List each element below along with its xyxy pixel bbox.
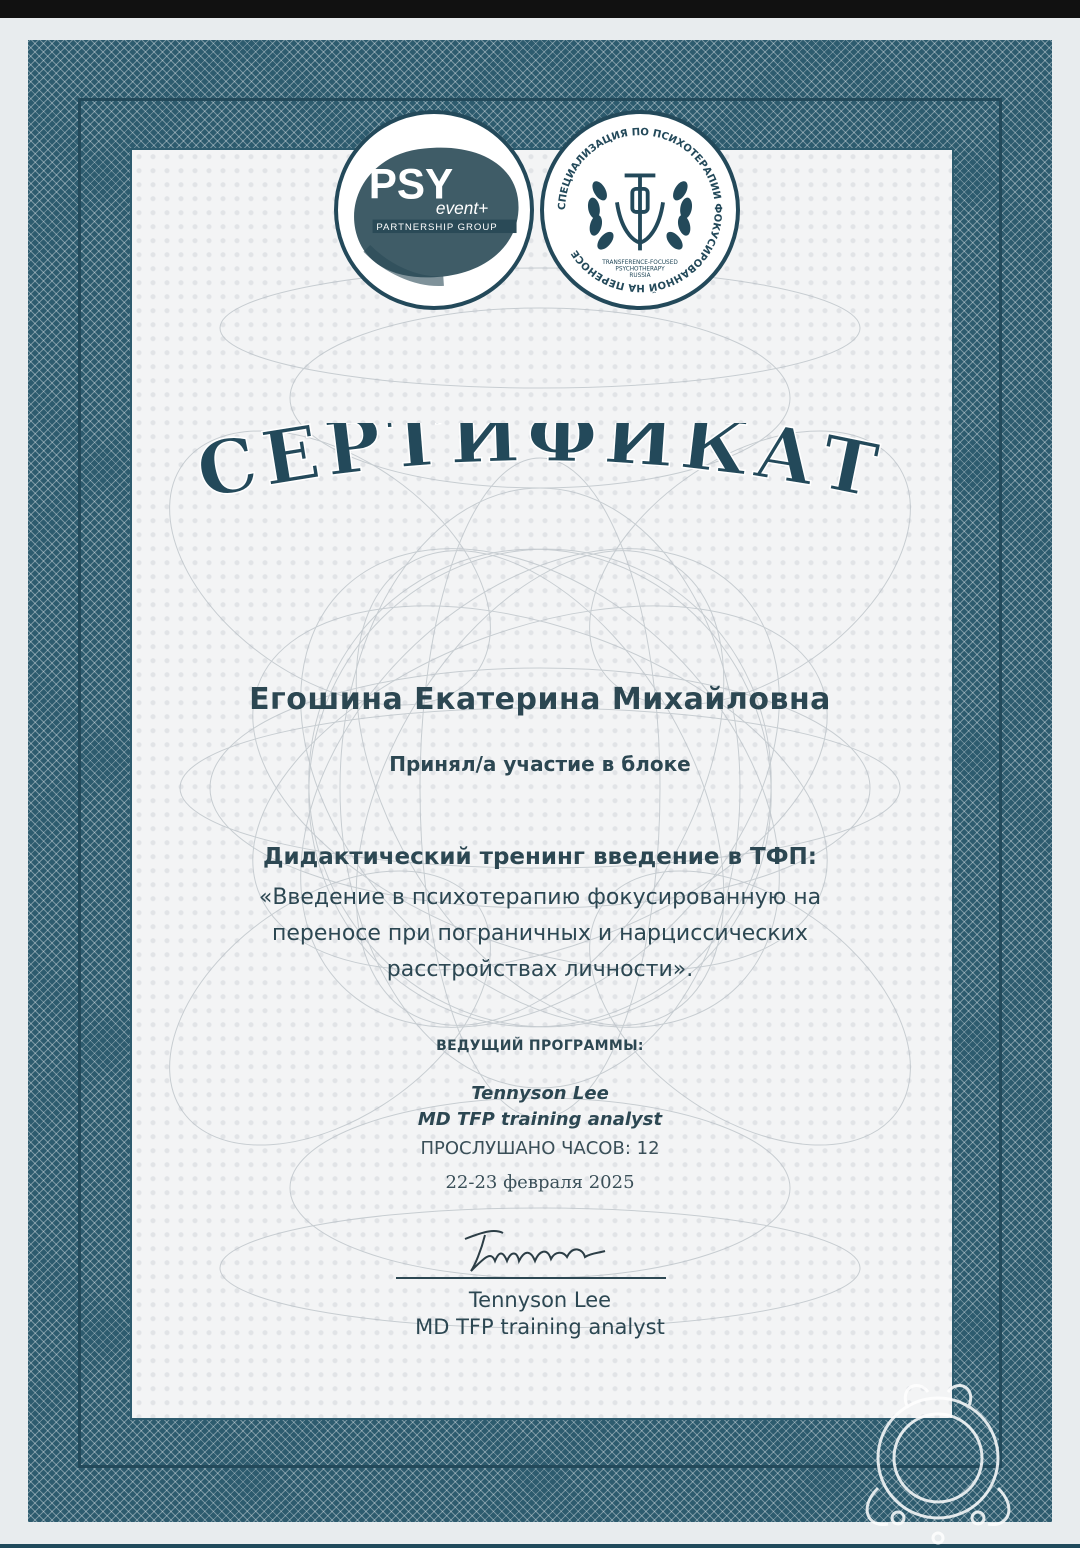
- event-dates: 22-23 февраля 2025: [445, 1172, 635, 1193]
- host-name: Tennyson Lee: [471, 1083, 609, 1104]
- course-title: Дидактический тренинг введение в ТФП:: [263, 844, 817, 870]
- tfp-russia-logo: [540, 110, 740, 310]
- participation-text: Принял/а участие в блоке: [389, 752, 691, 776]
- signature-line: [396, 1277, 666, 1279]
- logo-ring-text: СПЕЦИАЛИЗАЦИЯ ПО ПСИХОТЕРАПИИ ФОКУСИРОВАННОЙ НА ПЕРЕНОСЕ: [557, 127, 723, 293]
- hours-line: [130, 1138, 950, 1159]
- signature-role: MD TFP training analyst: [415, 1315, 665, 1339]
- logo-tagline: PARTNERSHIP GROUP: [376, 222, 498, 234]
- logo-brand: PSY: [368, 160, 454, 208]
- recipient-name: Егошина Екатерина Михайловна: [249, 682, 831, 717]
- tfp-emblem-icon: [617, 174, 663, 251]
- watermark-seal-icon: [838, 1348, 1038, 1548]
- logo-line1: TRANSFERENCE-FOCUSED: [602, 259, 678, 266]
- logo-line2: PSYCHOTHERAPY: [615, 266, 665, 273]
- hours-label: ПРОСЛУШАНО ЧАСОВ:: [420, 1138, 631, 1159]
- psy-event-logo: [334, 110, 534, 310]
- course-line: расстройствах личности».: [386, 957, 694, 982]
- hours-value: 12: [636, 1138, 660, 1159]
- top-bar: [0, 0, 1080, 18]
- host-role: MD TFP training analyst: [417, 1109, 663, 1130]
- course-line: переносе при пограничных и нарциссических: [272, 921, 808, 946]
- signature-name: Tennyson Lee: [468, 1288, 612, 1312]
- signature-icon: [455, 1221, 615, 1277]
- certificate-page: [0, 18, 1080, 1544]
- logo-sub: event+: [435, 197, 489, 218]
- host-label: ВЕДУЩИЙ ПРОГРАММЫ:: [436, 1038, 644, 1054]
- certificate-title: [150, 423, 930, 533]
- svg-text:СЕРТИФИКАТ: [190, 423, 890, 516]
- course-description: [130, 880, 950, 988]
- title-text: СЕРТИФИКАТ: [189, 423, 891, 517]
- logo-line3: RUSSIA: [629, 273, 651, 280]
- course-line: «Введение в психотерапию фокусированную на: [258, 885, 822, 910]
